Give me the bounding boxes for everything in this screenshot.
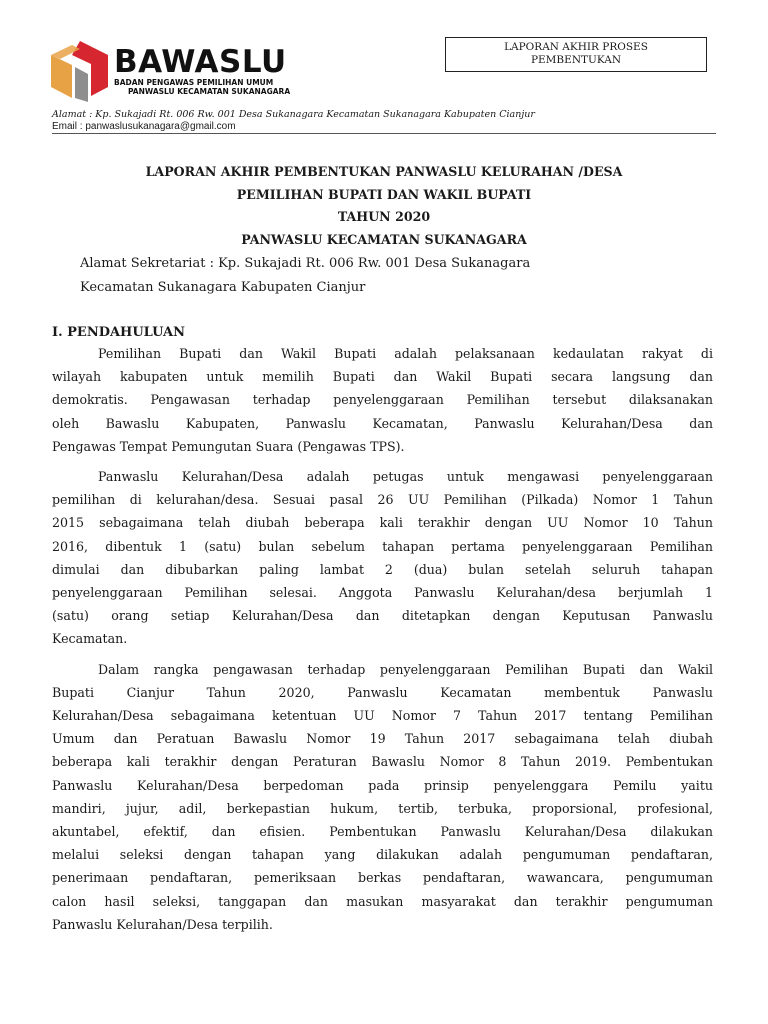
paragraph-line: Panwaslu Kelurahan/Desa terpilih. bbox=[52, 916, 273, 932]
bawaslu-logo-icon bbox=[46, 38, 114, 106]
paragraph-line: wilayah kabupaten untuk memilih Bupati dan Wakil Bupati secara langsung dan bbox=[52, 369, 713, 385]
paragraph-line: penerimaan pendaftaran, pemeriksaan berkas pendaftaran, wawancara, pengumuman bbox=[52, 870, 713, 886]
paragraph-line: demokratis. Pengawasan terhadap penyelenggaraan Pemilihan tersebut dilaksanakan bbox=[52, 392, 713, 408]
paragraph-line: (satu) orang setiap Kelurahan/Desa dan ditetapkan dengan Keputusan Panwaslu bbox=[52, 608, 713, 624]
paragraph-line: 2015 sebagaimana telah diubah beberapa kali terakhir dengan UU Nomor 10 Tahun bbox=[52, 515, 713, 531]
paragraph-line: Pemilihan Bupati dan Wakil Bupati adalah pelaksanaan kedaulatan rakyat di bbox=[98, 346, 713, 361]
paragraph-line: Kecamatan. bbox=[52, 631, 128, 647]
paragraph-line: Pengawas Tempat Pemungutan Suara (Pengawas TPS). bbox=[52, 438, 405, 454]
logo-grey-face bbox=[75, 67, 88, 102]
paragraph-line: Dalam rangka pengawasan terhadap penyelenggaraan Pemilihan Bupati dan Wakil bbox=[98, 661, 713, 677]
paragraph-line: Bupati Cianjur Tahun 2020, Panwaslu Kecamatan membentuk Panwaslu bbox=[52, 684, 713, 700]
secretariat-address-line-2: Kecamatan Sukanagara Kabupaten Cianjur bbox=[80, 280, 366, 295]
letterhead-address: Alamat : Kp. Sukajadi Rt. 006 Rw. 001 Desa Sukanagara Kecamatan Sukanagara Kabupaten Cianjur bbox=[52, 109, 535, 120]
brand-office: PANWASLU KECAMATAN SUKANAGARA bbox=[128, 87, 291, 96]
section-body bbox=[52, 342, 713, 936]
paragraph-line: penyelenggaraan Pemilihan selesai. Anggota Panwaslu Kelurahan/desa berjumlah 1 bbox=[52, 585, 713, 601]
report-title-line-3: TAHUN 2020 bbox=[337, 209, 431, 224]
document-type-line-2: PEMBENTUKAN bbox=[530, 54, 622, 66]
section-heading: I. PENDAHULUAN bbox=[52, 325, 186, 340]
document-type-line-1: LAPORAN AKHIR PROSES bbox=[504, 41, 648, 53]
paragraph-line: mandiri, jujur, adil, berkepastian hukum, tertib, terbuka, proporsional, profesional, bbox=[52, 800, 713, 816]
paragraph-1 bbox=[52, 342, 713, 458]
paragraph-line: Umum dan Peratuan Bawaslu Nomor 19 Tahun 2017 sebagaimana telah diubah bbox=[52, 731, 713, 747]
paragraph-line: calon hasil seleksi, tanggapan dan masukan masyarakat dan terakhir pengumuman bbox=[52, 893, 713, 909]
paragraph-line: melalui seleksi dengan tahapan yang dilakukan adalah pengumuman pendaftaran, bbox=[52, 847, 713, 863]
paragraph-line: akuntabel, efektif, dan efisien. Pembentukan Panwaslu Kelurahan/Desa dilakukan bbox=[52, 824, 713, 840]
paragraph-2 bbox=[52, 465, 713, 651]
paragraph-line: beberapa kali terakhir dengan Peraturan Bawaslu Nomor 8 Tahun 2019. Pembentukan bbox=[52, 754, 713, 770]
paragraph-line: Kelurahan/Desa sebagaimana ketentuan UU Nomor 7 Tahun 2017 tentang Pemilihan bbox=[52, 708, 713, 724]
secretariat-address-line-1: Alamat Sekretariat : Kp. Sukajadi Rt. 006 Rw. 001 Desa Sukanagara bbox=[80, 256, 531, 271]
report-title-line-4: PANWASLU KECAMATAN SUKANAGARA bbox=[241, 232, 527, 247]
letterhead-email: Email : panwaslusukanagara@gmail.com bbox=[52, 121, 236, 132]
brand-block bbox=[114, 46, 290, 96]
header-divider bbox=[52, 133, 716, 134]
paragraph-line: 2016, dibentuk 1 (satu) bulan sebelum tahapan pertama penyelenggaraan Pemilihan bbox=[52, 538, 713, 554]
paragraph-line: pemilihan di kelurahan/desa. Sesuai pasal 26 UU Pemilihan (Pilkada) Nomor 1 Tahun bbox=[52, 492, 713, 508]
paragraph-line: dimulai dan dibubarkan paling lambat 2 (dua) bulan setelah seluruh tahapan bbox=[52, 561, 713, 577]
document-type-box bbox=[445, 37, 707, 72]
report-title-line-1: LAPORAN AKHIR PEMBENTUKAN PANWASLU KELURAHAN /DESA bbox=[145, 164, 623, 179]
paragraph-line: Panwaslu Kelurahan/Desa berpedoman pada prinsip penyelenggara Pemilu yaitu bbox=[52, 777, 713, 793]
brand-subtitle: BADAN PENGAWAS PEMILIHAN UMUM bbox=[114, 78, 274, 87]
paragraph-line: oleh Bawaslu Kabupaten, Panwaslu Kecamatan, Panwaslu Kelurahan/Desa dan bbox=[52, 415, 713, 431]
brand-name: BAWASLU bbox=[114, 44, 287, 80]
report-title-line-2: PEMILIHAN BUPATI DAN WAKIL BUPATI bbox=[236, 187, 532, 202]
logo-orange-face bbox=[51, 55, 72, 98]
paragraph-line: Panwaslu Kelurahan/Desa adalah petugas untuk mengawasi penyelenggaraan bbox=[98, 469, 713, 485]
paragraph-3 bbox=[52, 658, 713, 936]
